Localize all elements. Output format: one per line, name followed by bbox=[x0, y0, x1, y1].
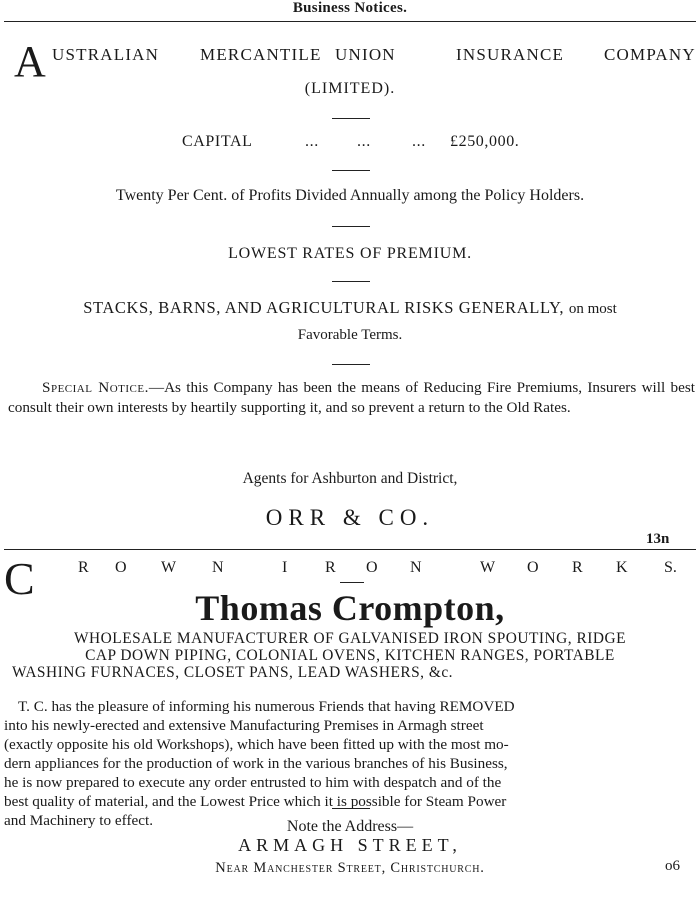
short-divider bbox=[340, 582, 364, 583]
lowest-rates: LOWEST RATES OF PREMIUM. bbox=[228, 245, 472, 262]
special-notice bbox=[8, 378, 695, 418]
street-name: ARMAGH STREET, bbox=[238, 835, 462, 855]
ad-reference: o6 bbox=[665, 858, 680, 874]
capital-amount: £250,000. bbox=[450, 133, 520, 150]
notice-line: best quality of material, and the Lowest Price which it is possible for Steam Power bbox=[4, 793, 507, 810]
header-divider bbox=[4, 21, 696, 22]
company-word: USTRALIAN bbox=[52, 45, 160, 64]
notice-line: T. C. has the pleasure of informing his numerous Friends that having REMOVED bbox=[18, 698, 515, 715]
section-header: Business Notices. bbox=[292, 0, 408, 16]
agent-name: ORR & CO. bbox=[265, 505, 435, 530]
heading-letter: O bbox=[527, 559, 539, 576]
company-word: UNION bbox=[335, 45, 396, 64]
notice-line: (exactly opposite his old Workshops), which have been fitted up with the most mo- bbox=[4, 736, 509, 753]
limited-label: (LIMITED). bbox=[304, 80, 396, 97]
notice-line: into his newly-erected and extensive Manufacturing Premises in Armagh street bbox=[4, 717, 484, 734]
products-line: CAP DOWN PIPING, COLONIAL OVENS, KITCHEN RANGES, PORTABLE bbox=[85, 647, 615, 664]
company-word: COMPANY bbox=[604, 45, 696, 64]
note-address: Note the Address— bbox=[286, 818, 414, 835]
stacks-line bbox=[0, 298, 700, 318]
location-line: Near Manchester Street, Christchurch. bbox=[215, 860, 485, 876]
profits-statement: Twenty Per Cent. of Profits Divided Annually among the Policy Holders. bbox=[115, 187, 585, 204]
heading-letter: R bbox=[325, 559, 336, 576]
capital-line bbox=[0, 133, 700, 153]
notice-line: and Machinery to effect. bbox=[4, 812, 153, 829]
notice-line: he is now prepared to execute any order entrusted to him with despatch and of the bbox=[4, 774, 502, 791]
ad-reference: 13n bbox=[646, 531, 670, 547]
stacks-tail: on most bbox=[568, 301, 617, 317]
heading-letter: K bbox=[616, 559, 628, 576]
company-word: INSURANCE bbox=[456, 45, 565, 64]
short-divider bbox=[332, 808, 370, 809]
heading-letter: R bbox=[572, 559, 583, 576]
products-line: WHOLESALE MANUFACTURER OF GALVANISED IRON SPOUTING, RIDGE bbox=[74, 630, 626, 647]
capital-dots: ... bbox=[305, 133, 319, 150]
drop-cap-c: C bbox=[4, 553, 35, 604]
ad-divider bbox=[4, 549, 696, 550]
heading-letter: W bbox=[161, 559, 177, 576]
short-divider bbox=[332, 170, 370, 171]
heading-letter: I bbox=[282, 559, 288, 576]
special-notice-text: —As this Company has been the means of Reducing Fire Premiums, Insurers will best consult their own interests by heartily supporting it, and so prevent a return to the Old Rates. bbox=[8, 379, 695, 416]
heading-letter: O bbox=[366, 559, 378, 576]
company-word: MERCANTILE bbox=[200, 45, 322, 64]
capital-label: CAPITAL bbox=[182, 133, 253, 150]
heading-letter: S. bbox=[664, 559, 677, 576]
short-divider bbox=[332, 364, 370, 365]
removal-notice bbox=[4, 697, 696, 830]
proprietor-name: Thomas Crompton, bbox=[195, 588, 505, 628]
agents-line: Agents for Ashburton and District, bbox=[242, 470, 458, 487]
heading-letter: R bbox=[78, 559, 89, 576]
short-divider bbox=[332, 118, 370, 119]
notice-line: dern appliances for the production of work in the various branches of his Business, bbox=[4, 755, 508, 772]
favorable-terms: Favorable Terms. bbox=[297, 327, 403, 343]
heading-letter: N bbox=[410, 559, 422, 576]
short-divider bbox=[332, 281, 370, 282]
special-notice-label: Special Notice. bbox=[42, 379, 149, 396]
capital-dots: ... bbox=[412, 133, 426, 150]
heading-letter: W bbox=[480, 559, 496, 576]
drop-cap-a: A bbox=[14, 37, 46, 86]
stacks-caps: STACKS, BARNS, AND AGRICULTURAL RISKS GENERALLY, bbox=[83, 298, 565, 317]
heading-letter: N bbox=[212, 559, 224, 576]
short-divider bbox=[332, 226, 370, 227]
products-list bbox=[4, 630, 696, 681]
capital-dots: ... bbox=[357, 133, 371, 150]
heading-letter: O bbox=[115, 559, 127, 576]
products-line: WASHING FURNACES, CLOSET PANS, LEAD WASHERS, &c. bbox=[12, 664, 454, 681]
